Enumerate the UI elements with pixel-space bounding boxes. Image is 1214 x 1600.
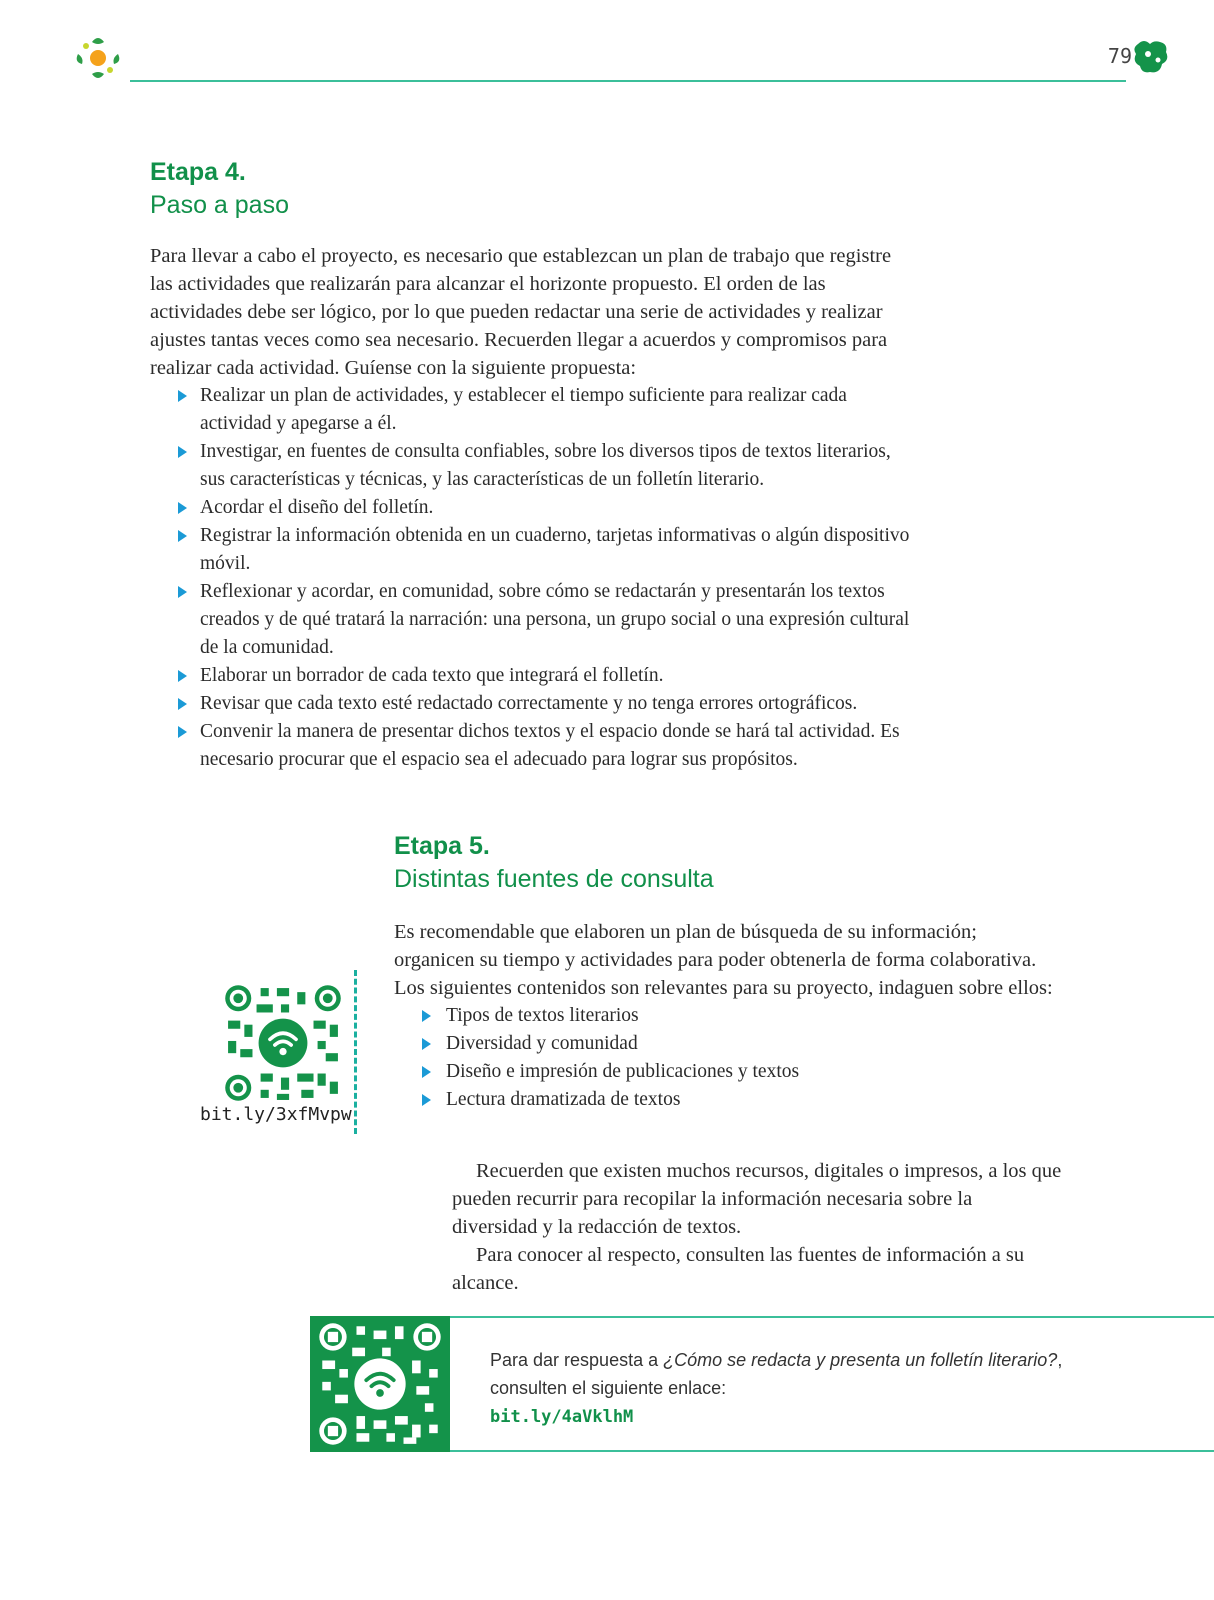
stage-5-title: Etapa 5.	[394, 832, 490, 860]
stage-4-section	[150, 156, 910, 774]
list-item: Elaborar un borrador de cada texto que integrará el folletín.	[150, 662, 910, 690]
list-item: Diversidad y comunidad	[394, 1030, 1054, 1058]
link-box-rule-bottom	[450, 1450, 1214, 1452]
glyph-decoration-icon	[1134, 38, 1170, 76]
bullet-icon	[178, 670, 187, 682]
program-logo-icon	[72, 32, 124, 84]
bullet-icon	[422, 1094, 431, 1106]
link-box-text	[490, 1346, 1090, 1431]
stage-5-topic-list	[394, 1002, 1054, 1114]
bullet-icon	[178, 698, 187, 710]
stage-4-intro: Para llevar a cabo el proyecto, es necesario que establezcan un plan de trabajo que registre las actividades que realizarán para alcanzar el horizonte propuesto. El orden de las actividades debe ser lógico, por lo que pueden redactar una serie de actividades y realizar ajustes tantas veces como sea necesario. Recuerden llegar a acuerdos y compromisos para realizar cada actividad. Guíense con la siguiente propuesta:	[150, 245, 892, 379]
stage-5-closing	[452, 1157, 1062, 1297]
page-number: 79	[1107, 44, 1132, 68]
qr-code-icon[interactable]	[224, 984, 342, 1102]
list-item: Tipos de textos literarios	[394, 1002, 1054, 1030]
bullet-icon	[422, 1038, 431, 1050]
header-rule	[130, 80, 1126, 82]
list-item: Lectura dramatizada de textos	[394, 1086, 1054, 1114]
list-item: Acordar el diseño del folletín.	[150, 494, 910, 522]
stage-5-section	[394, 830, 1054, 1114]
dashed-divider	[354, 970, 357, 1134]
link-box	[310, 1316, 1214, 1452]
bullet-icon	[422, 1066, 431, 1078]
bullet-icon	[422, 1010, 431, 1022]
list-item: Registrar la información obtenida en un cuaderno, tarjetas informativas o algún dispositivo móvil.	[150, 522, 910, 578]
list-item: Investigar, en fuentes de consulta confiables, sobre los diversos tipos de textos literarios, sus características y técnicas, y las características de un folletín literario.	[150, 438, 910, 494]
list-item: Realizar un plan de actividades, y establecer el tiempo suficiente para realizar cada actividad y apegarse a él.	[150, 382, 910, 438]
qr-link-text[interactable]: bit.ly/3xfMvpw	[200, 1104, 352, 1125]
bullet-icon	[178, 502, 187, 514]
stage-4-title: Etapa 4.	[150, 158, 246, 186]
bullet-icon	[178, 726, 187, 738]
bullet-icon	[178, 530, 187, 542]
stage-5-intro: Es recomendable que elaboren un plan de búsqueda de su información; organicen su tiempo y actividades para poder obtenerla de forma colaborativa. Los siguientes contenidos son relevantes para su proyecto, indaguen sobre ellos:	[394, 921, 1053, 999]
stage-5-subtitle: Distintas fuentes de consulta	[394, 865, 714, 893]
link-box-text-after: , consulten el siguiente enlace:	[490, 1350, 1063, 1398]
list-item: Diseño e impresión de publicaciones y textos	[394, 1058, 1054, 1086]
link-box-rule-top	[450, 1316, 1214, 1318]
list-item: Reflexionar y acordar, en comunidad, sobre cómo se redactarán y presentarán los textos creados y de qué tratará la narración: una persona, un grupo social o una expresión cultural de la comunidad.	[150, 578, 910, 662]
stage-5-closing-paragraph-1: Recuerden que existen muchos recursos, digitales o impresos, a los que pueden recurrir para recopilar la información necesaria sobre la diversidad y la redacción de textos.	[452, 1160, 1062, 1238]
stage-4-activity-list	[150, 382, 910, 774]
link-box-question: ¿Cómo se redacta y presenta un folletín literario?	[663, 1350, 1058, 1370]
qr-code-icon[interactable]	[318, 1322, 442, 1446]
link-box-url[interactable]: bit.ly/4aVklhM	[490, 1407, 634, 1427]
list-item: Convenir la manera de presentar dichos textos y el espacio donde se hará tal actividad. Es necesario procurar que el espacio sea el adecuado para lograr sus propósitos.	[150, 718, 910, 774]
stage-5-closing-paragraph-2: Para conocer al respecto, consulten las fuentes de información a su alcance.	[452, 1244, 1025, 1294]
link-box-text-before: Para dar respuesta a	[490, 1350, 664, 1370]
bullet-icon	[178, 390, 187, 402]
stage-4-subtitle: Paso a paso	[150, 191, 289, 219]
bullet-icon	[178, 446, 187, 458]
bullet-icon	[178, 586, 187, 598]
list-item: Revisar que cada texto esté redactado correctamente y no tenga errores ortográficos.	[150, 690, 910, 718]
